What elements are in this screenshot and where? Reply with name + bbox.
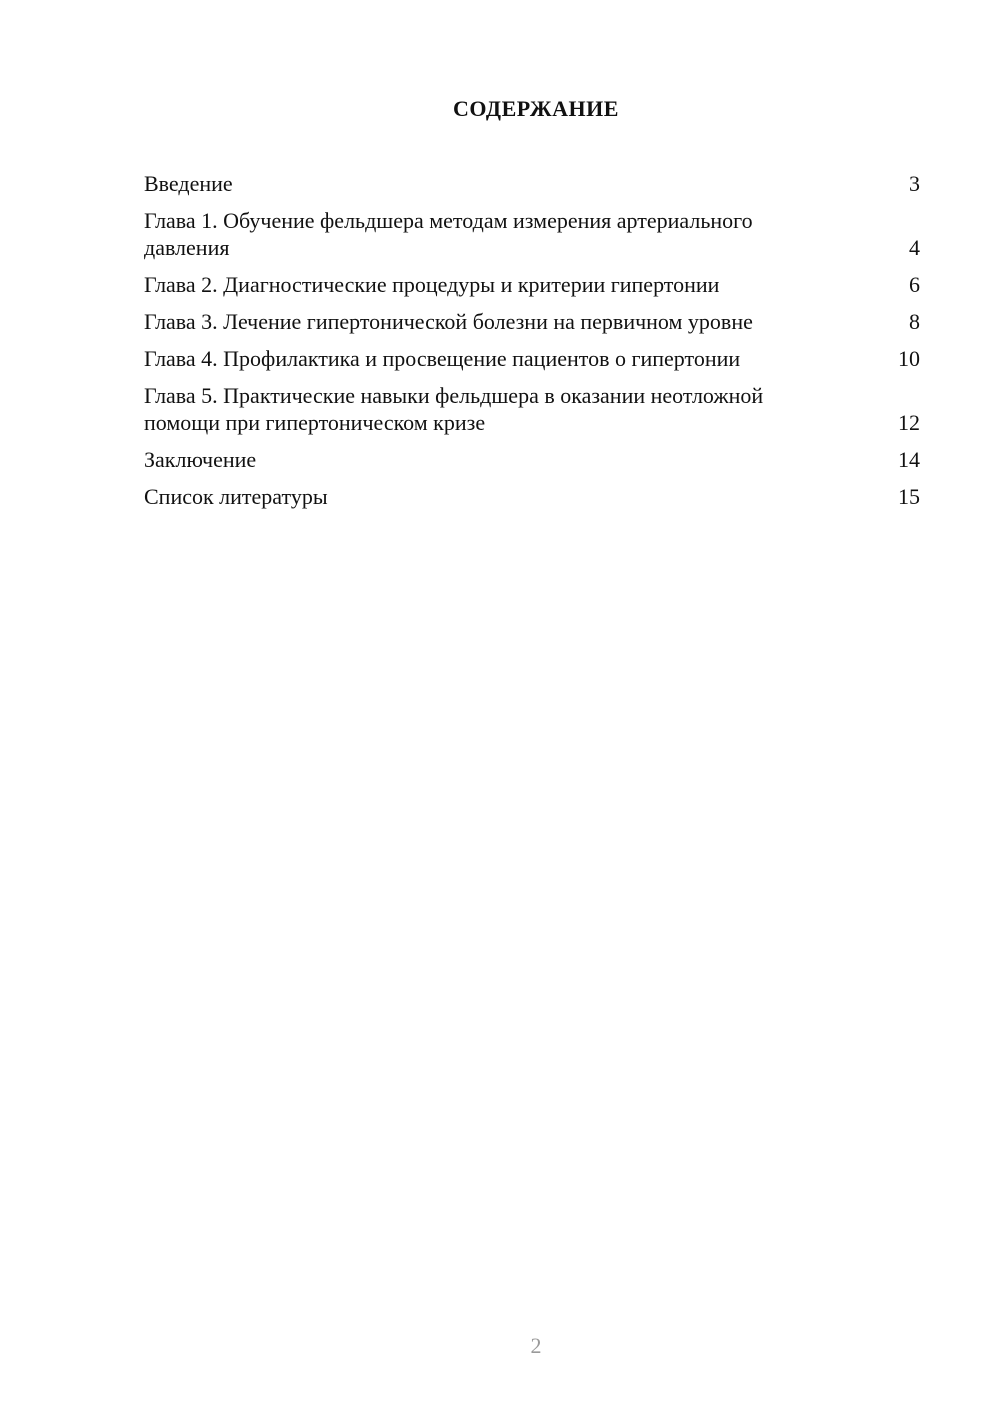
toc-entry-chapter-1 xyxy=(144,207,920,261)
toc-entry-text: Глава 4. Профилактика и просвещение пациентов о гипертонии xyxy=(144,346,741,371)
table-of-contents xyxy=(144,170,920,520)
toc-title: СОДЕРЖАНИЕ xyxy=(453,96,619,121)
toc-entry-page: 4 xyxy=(909,235,920,260)
toc-entry-references xyxy=(144,483,920,510)
toc-entry-page: 6 xyxy=(909,272,920,297)
toc-entry-text: Глава 2. Диагностические процедуры и критерии гипертонии xyxy=(144,272,720,297)
page-number: 2 xyxy=(530,1333,542,1358)
toc-entry-text: Список литературы xyxy=(144,484,328,509)
toc-entry-page: 3 xyxy=(909,171,920,196)
toc-entry-text: Заключение xyxy=(144,447,257,472)
toc-entry-page: 10 xyxy=(898,346,920,371)
toc-entry-conclusion xyxy=(144,446,920,473)
toc-entry-page: 14 xyxy=(898,447,920,472)
toc-entry-text: Введение xyxy=(144,171,233,196)
toc-entry-text: Глава 3. Лечение гипертонической болезни на первичном уровне xyxy=(144,309,753,334)
toc-entry-page: 8 xyxy=(909,309,920,334)
toc-entry-page: 15 xyxy=(898,484,920,509)
toc-entry-introduction xyxy=(144,170,920,197)
toc-entry-text: Глава 5. Практические навыки фельдшера в оказании неотложной помощи при гипертоническом кризе xyxy=(144,383,764,435)
toc-entry-chapter-3 xyxy=(144,308,920,335)
toc-entry-chapter-2 xyxy=(144,271,920,298)
toc-entry-chapter-5 xyxy=(144,382,920,436)
toc-entry-chapter-4 xyxy=(144,345,920,372)
toc-entry-page: 12 xyxy=(898,410,920,435)
toc-entry-text: Глава 1. Обучение фельдшера методам измерения артериального давления xyxy=(144,208,753,260)
